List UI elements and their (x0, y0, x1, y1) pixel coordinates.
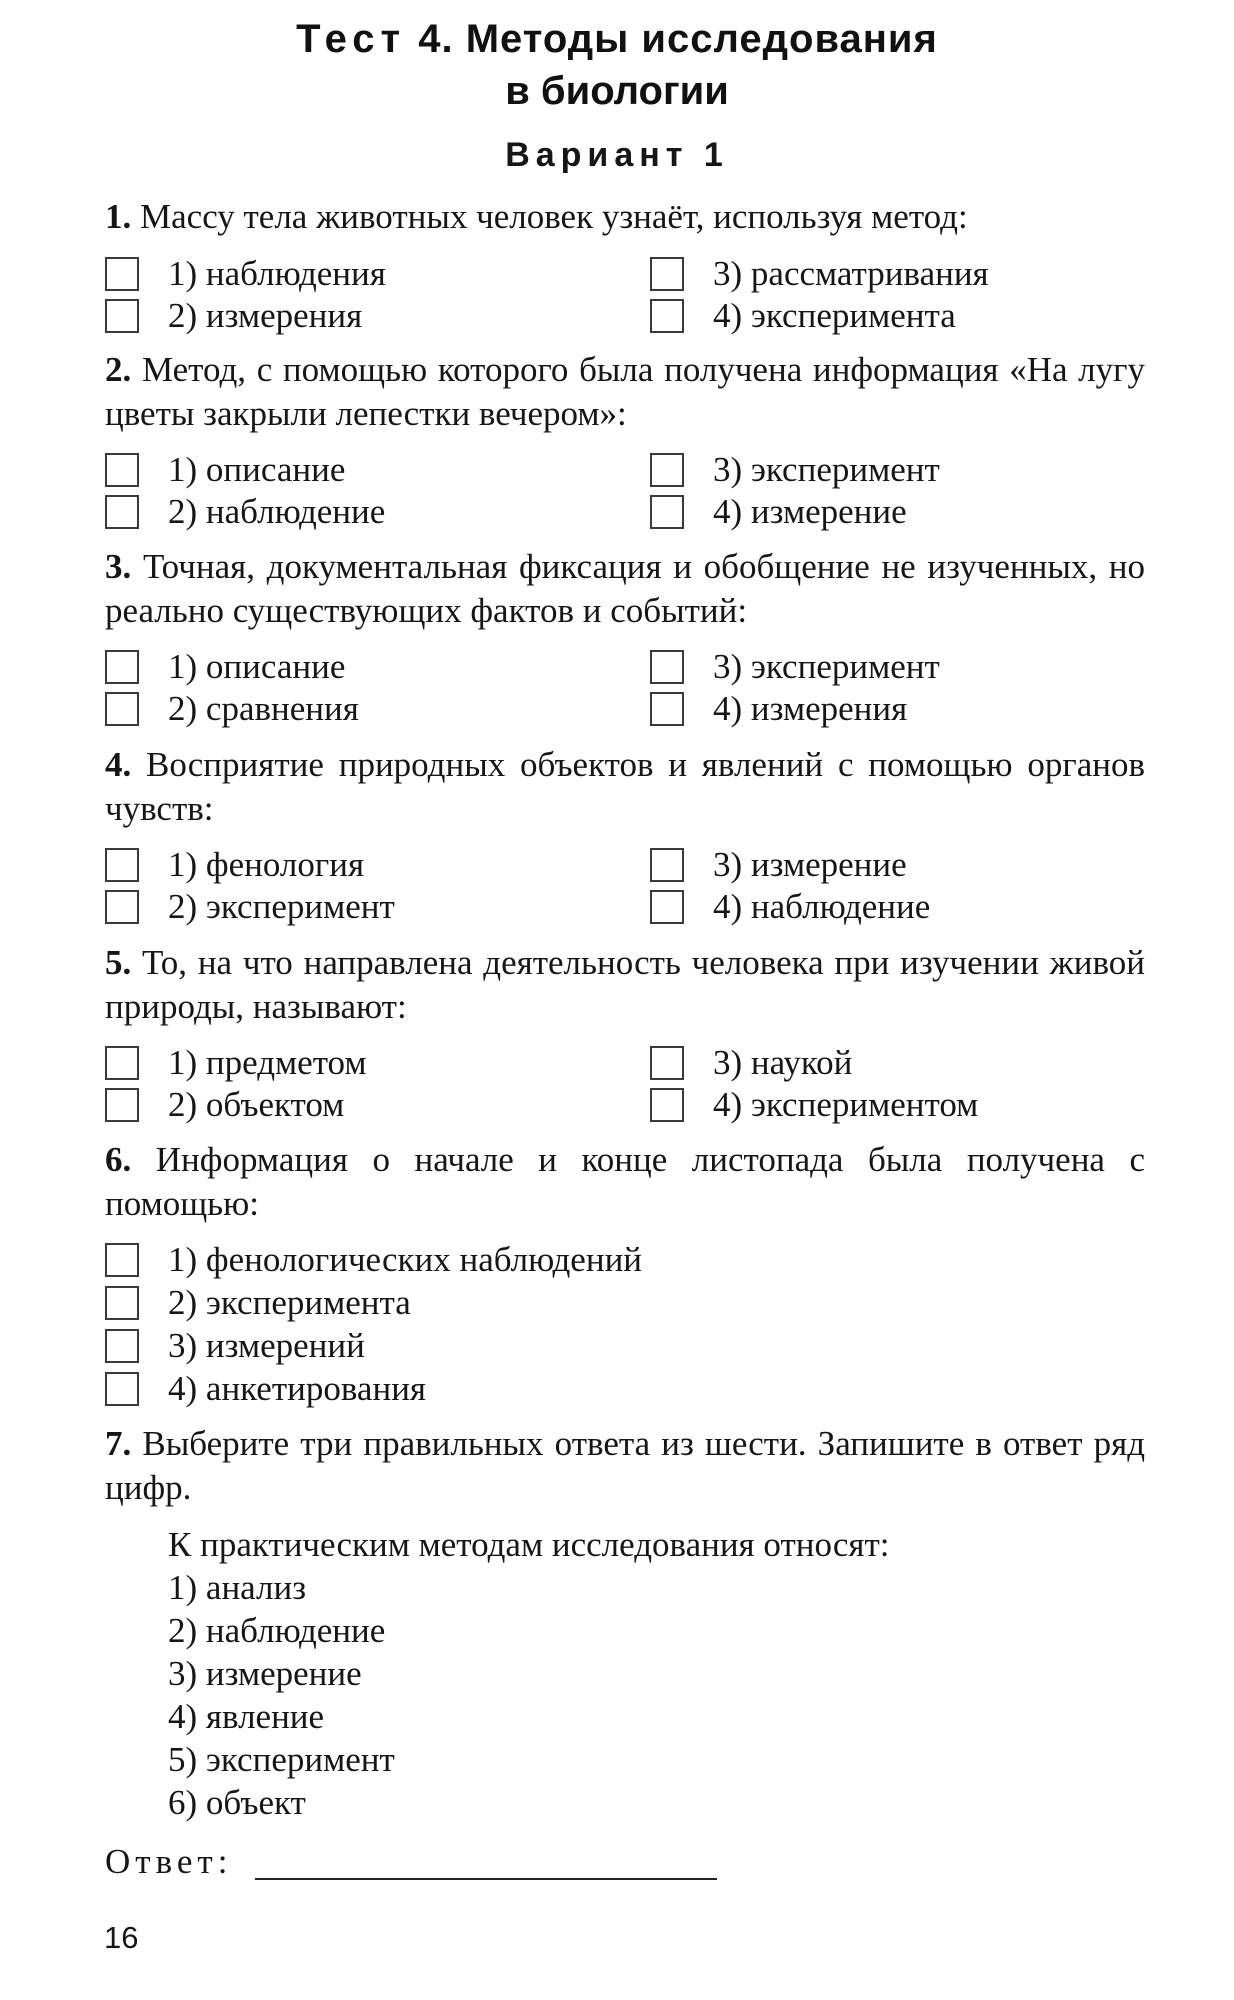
q7-item-4: 4) явление (168, 1697, 325, 1736)
q7-item-1: 1) анализ (168, 1568, 307, 1607)
title-main: 4. Методы исследования (418, 17, 938, 61)
question-7 (105, 1422, 1145, 1510)
option-label: 4) измерение (713, 492, 907, 531)
option-label: 2) объектом (168, 1085, 345, 1124)
question-3 (105, 545, 1145, 633)
question-4 (105, 743, 1145, 831)
option-label: 2) сравнения (168, 689, 359, 728)
question-4-text: Восприятие природных объектов и явлений с помощью органов чувств: (105, 745, 1145, 828)
checkbox[interactable] (105, 1088, 139, 1122)
option-label: 4) экспериментом (713, 1085, 979, 1124)
option-label: 2) измерения (168, 296, 363, 335)
checkbox[interactable] (650, 299, 684, 333)
option-label: 2) эксперимента (168, 1283, 411, 1322)
checkbox[interactable] (105, 1372, 139, 1406)
option-label: 4) наблюдение (713, 887, 931, 926)
option-label: 1) фенология (168, 845, 365, 884)
question-1-number: 1. (105, 197, 132, 236)
option-label: 2) наблюдение (168, 492, 386, 531)
option-label: 3) эксперимент (713, 450, 940, 489)
question-4-number: 4. (105, 745, 132, 784)
checkbox[interactable] (650, 890, 684, 924)
checkbox[interactable] (105, 692, 139, 726)
question-1 (105, 195, 1145, 239)
option-label: 1) наблюдения (168, 254, 386, 293)
page-number: 16 (104, 1920, 139, 1955)
title-prefix: Тест (296, 17, 407, 61)
checkbox[interactable] (105, 1046, 139, 1080)
option-label: 4) анкетирования (168, 1369, 427, 1408)
question-2-number: 2. (105, 350, 132, 389)
question-6-text: Информация о начале и конце листопада была получена с помощью: (105, 1140, 1146, 1223)
q7-item-6: 6) объект (168, 1783, 306, 1822)
checkbox[interactable] (650, 692, 684, 726)
checkbox[interactable] (105, 495, 139, 529)
checkbox[interactable] (105, 890, 139, 924)
question-3-text: Точная, документальная фиксация и обобщение не изученных, но реально существующих фактов и событий: (105, 547, 1145, 630)
option-label: 4) эксперимента (713, 296, 956, 335)
checkbox[interactable] (650, 848, 684, 882)
question-5-text: То, на что направлена деятельность человека при изучении живой природы, называют: (105, 943, 1146, 1026)
checkbox[interactable] (105, 1286, 139, 1320)
checkbox[interactable] (650, 650, 684, 684)
option-label: 1) фенологических наблюдений (168, 1240, 643, 1279)
question-7-number: 7. (105, 1424, 132, 1463)
checkbox[interactable] (105, 848, 139, 882)
variant-heading: Вариант 1 (505, 136, 729, 174)
question-7-prompt: К практическим методам исследования относят: (168, 1525, 890, 1564)
option-label: 1) описание (168, 647, 346, 686)
option-label: 3) эксперимент (713, 647, 940, 686)
option-label: 1) описание (168, 450, 346, 489)
checkbox[interactable] (105, 1243, 139, 1277)
question-2 (105, 348, 1145, 436)
option-label: 1) предметом (168, 1043, 367, 1082)
checkbox[interactable] (105, 299, 139, 333)
option-label: 2) эксперимент (168, 887, 395, 926)
question-6-number: 6. (105, 1140, 132, 1179)
checkbox[interactable] (650, 1088, 684, 1122)
option-label: 3) рассматривания (713, 254, 989, 293)
option-label: 3) измерение (713, 845, 907, 884)
question-7-text: Выберите три правильных ответа из шести. Запишите в ответ ряд цифр. (105, 1424, 1146, 1507)
question-3-number: 3. (105, 547, 132, 586)
q7-item-5: 5) эксперимент (168, 1740, 395, 1779)
checkbox[interactable] (650, 257, 684, 291)
checkbox[interactable] (105, 650, 139, 684)
checkbox[interactable] (650, 1046, 684, 1080)
option-label: 3) измерений (168, 1326, 365, 1365)
question-1-text: Массу тела животных человек узнаёт, используя метод: (140, 197, 968, 236)
question-5 (105, 941, 1145, 1029)
checkbox[interactable] (105, 453, 139, 487)
checkbox[interactable] (105, 1329, 139, 1363)
answer-input-line[interactable] (255, 1878, 717, 1880)
option-label: 4) измерения (713, 689, 908, 728)
question-6 (105, 1138, 1145, 1226)
test-title (0, 14, 1234, 64)
checkbox[interactable] (105, 257, 139, 291)
checkbox[interactable] (650, 495, 684, 529)
question-5-number: 5. (105, 943, 132, 982)
test-title-line2: в биологии (505, 69, 729, 113)
answer-label: Ответ: (105, 1842, 233, 1881)
q7-item-2: 2) наблюдение (168, 1611, 386, 1650)
q7-item-3: 3) измерение (168, 1654, 362, 1693)
question-2-text: Метод, с помощью которого была получена информация «На лугу цветы закрыли лепестки вечером»: (105, 350, 1145, 433)
option-label: 3) наукой (713, 1043, 853, 1082)
checkbox[interactable] (650, 453, 684, 487)
